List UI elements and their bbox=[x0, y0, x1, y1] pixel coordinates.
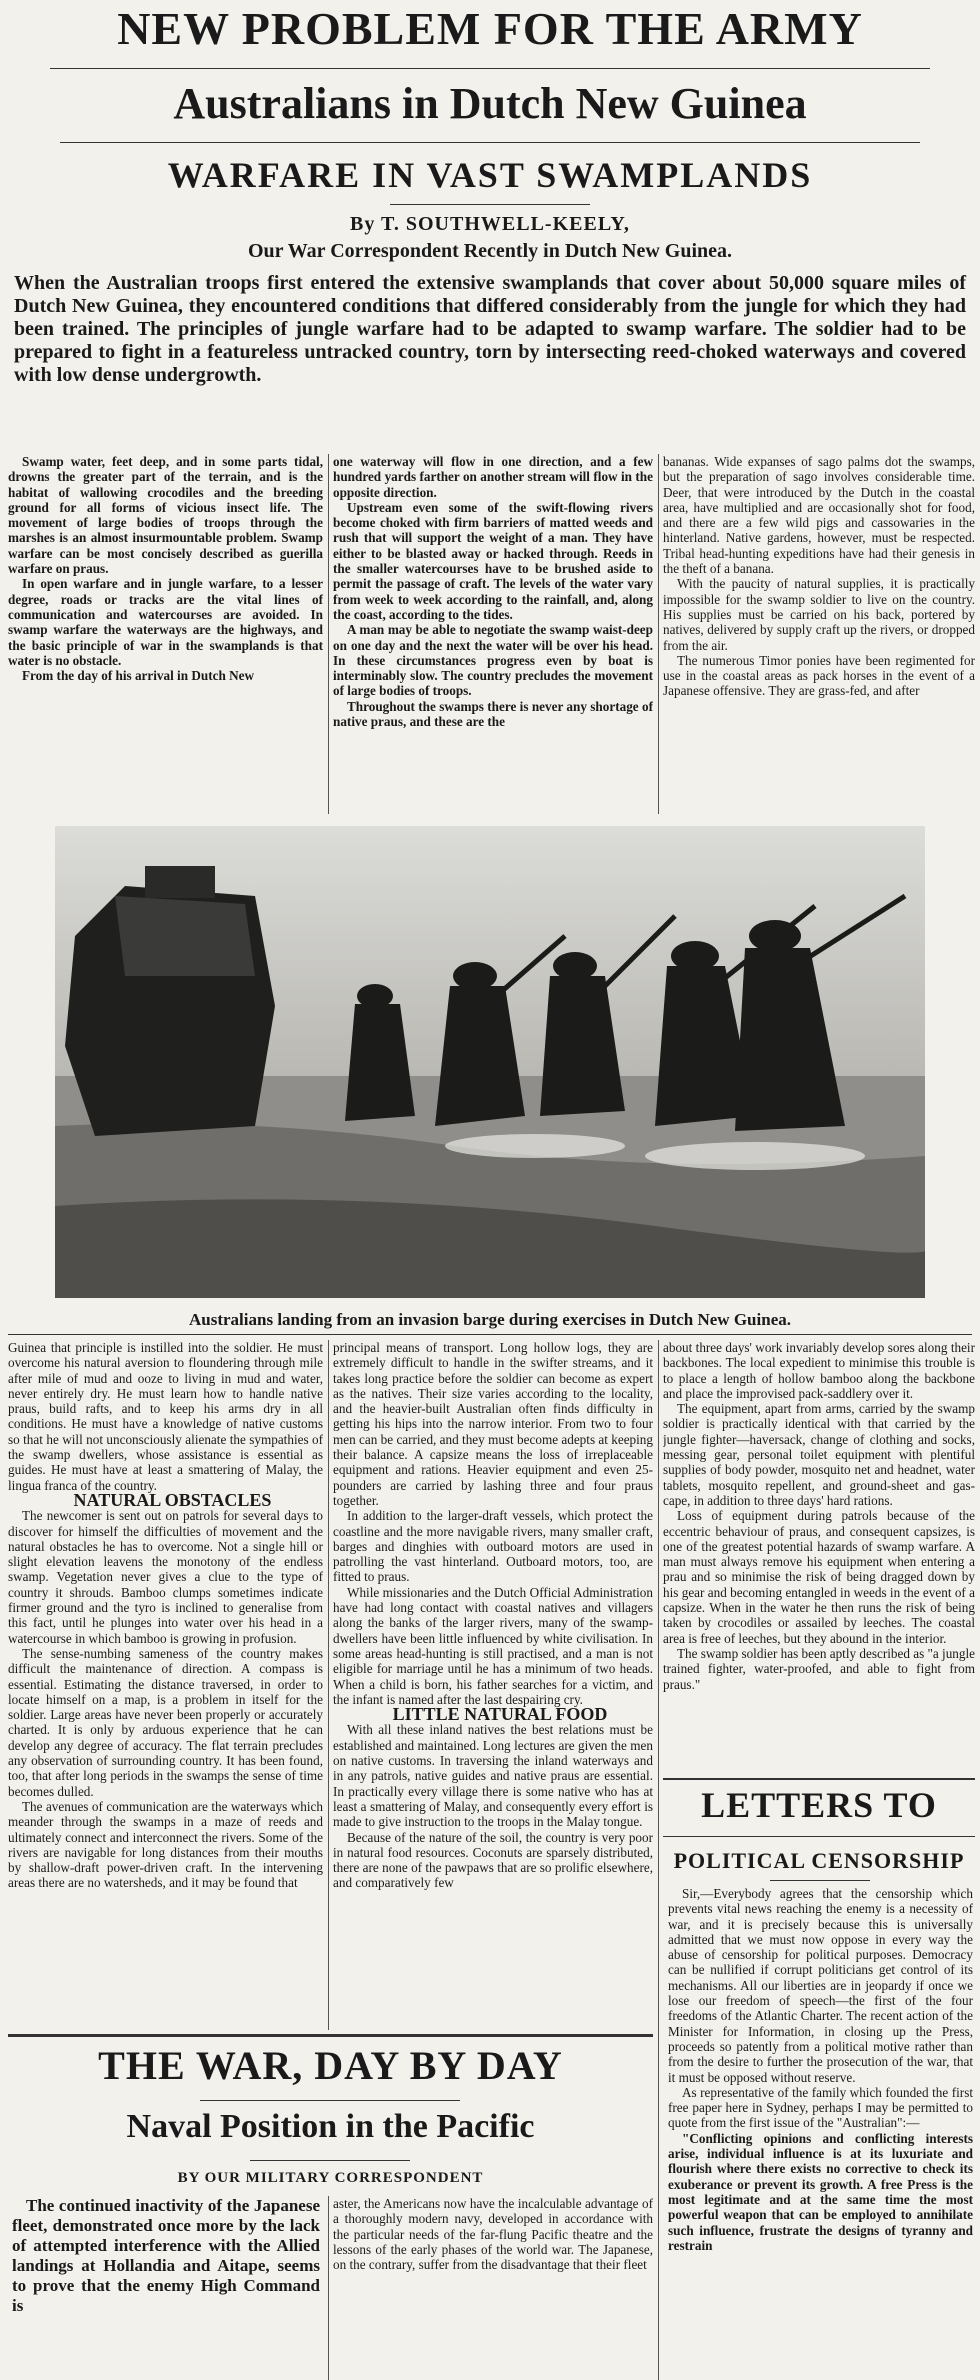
paragraph: one waterway will flow in one direction, and a few hundred yards farther on another stream will flow in the opposite direction. bbox=[333, 454, 653, 500]
paragraph: From the day of his arrival in Dutch New bbox=[22, 668, 254, 684]
paragraph: With the paucity of natural supplies, it is practically impossible for the swamp soldier to live on the country. His supplies must be carried on his back, portered by natives, delivered by supply craft up the rivers, or dropped from the air. bbox=[663, 576, 975, 653]
photo-illustration bbox=[55, 826, 925, 1298]
col1-bottom bbox=[8, 1340, 323, 2025]
letters-topic: POLITICAL CENSORSHIP bbox=[673, 1848, 965, 1873]
war-col2 bbox=[333, 2196, 653, 2380]
paragraph: The numerous Timor ponies have been regimented for use in the coastal areas as pack horses in the event of a Japanese offensive. They are grass-fed, and after bbox=[663, 652, 975, 699]
byline: By T. SOUTHWELL-KEELY, bbox=[350, 213, 630, 235]
paragraph: As representative of the family which founded the first free paper here in Sydney, perhaps I may be permitted to quote from the first issue of the "Australian":— bbox=[668, 2084, 973, 2131]
column-divider bbox=[658, 1340, 659, 2380]
paragraph: "Conflicting opinions and conflicting interests arise, individual influence is at its luxuriate and flourish where there exists no corrective to check its exuberance or prevent its growth. A free Press is the most legitimate and at the same time the most powerful weapon that can be employed to annihilate such influence, frustrate the designs of tyranny and restrain bbox=[668, 2130, 973, 2253]
paragraph: bananas. Wide expanses of sago palms dot the swamps, but the preparation of sago involves considerable time. Deer, that were introduced by the Dutch in the coastal area, have multiplied and are occasionally shot for food, and there are a few wild pigs and cassowaries in the hinterland. Native gardens, however, must be respected. Tribal head-hunting expeditions have had their genesis in the theft of a banana. bbox=[663, 454, 975, 577]
war-title: THE WAR, DAY BY DAY bbox=[98, 2043, 563, 2088]
column-divider bbox=[328, 1340, 329, 2030]
paragraph: Swamp water, feet deep, and in some parts tidal, drowns the greater part of the terrain, and is the habitat of wallowing crocodiles and the breeding ground for all forms of vicious insect life. The movement of large bodies of troops through the marshes is an almost insurmountable problem. Swamp warfare can be most concisely described as guerilla warfare on praus. bbox=[8, 454, 323, 577]
paragraph: Because of the nature of the soil, the country is very poor in natural food resources. Coconuts are sparsely distributed, there are none of the pawpaws that are so prolific elsewhere, and comparatively few bbox=[333, 1829, 653, 1891]
rule bbox=[390, 204, 590, 205]
paragraph: The newcomer is sent out on patrols for several days to discover for himself the difficulties of movement and the natural obstacles he has to overcome. Not a single hill or slight elevation leavens the monotony of the endless swamp. Vegetation never gives a clue to the type of country it shrouds. Bamboo clumps sometimes indicate firmer ground and the tyro is inclined to generalise from this fact, until he plunges into water over his head in a watercourse in which bamboo is growing in profusion. bbox=[8, 1508, 323, 1646]
rule bbox=[663, 1836, 975, 1837]
rule bbox=[770, 1880, 870, 1881]
column-divider bbox=[658, 454, 659, 814]
paragraph: about three days' work invariably develop sores along their backbones. The local expedient to minimise this trouble is to place a length of hollow bamboo along the backbone and place the improvised pack-saddlery over it. bbox=[663, 1340, 975, 1401]
paragraph: Upstream even some of the swift-flowing rivers become choked with firm barriers of matted weeds and rush that will support the weight of a man. They have either to be blasted away or hacked through. Reeds in the smaller watercourses have to be brushed aside to permit the passage of craft. The levels of the water vary from week to week according to the rainfall, and, along the coast, according to the tides. bbox=[333, 499, 653, 622]
paragraph: While missionaries and the Dutch Official Administration have had long contact with coastal natives and villagers along the banks of the larger rivers, many of the swamp-dwellers have been little influenced by white civilisation. In some areas head-hunting is still practised, and a man is not eligible for marriage until he has a minimum of two heads. When a child is born, his father searches for a victim, and the infant is named after the last despairing cry. bbox=[333, 1584, 653, 1707]
paragraph: Throughout the swamps there is never any shortage of native praus, and these are the bbox=[333, 698, 653, 730]
col2-bottom bbox=[333, 1340, 653, 2030]
correspondent: Our War Correspondent Recently in Dutch New Guinea. bbox=[247, 240, 733, 262]
war-byline: BY OUR MILITARY CORRESPONDENT bbox=[177, 2170, 484, 2186]
photo-landing-barge bbox=[55, 826, 925, 1298]
col1-top bbox=[8, 454, 323, 816]
headline: NEW PROBLEM FOR THE ARMY bbox=[117, 3, 863, 54]
paragraph: The swamp soldier has been aptly described as "a jungle trained fighter, water-proofed, and able to fight from praus." bbox=[663, 1645, 975, 1692]
rule bbox=[200, 2100, 460, 2101]
rule bbox=[50, 68, 930, 69]
paragraph: aster, the Americans now have the incalculable advantage of a thoroughly modern navy, developed in accordance with the particular needs of the far-flung Pacific theatre and the lessons of the early phases of the world war. The Japanese, on the contrary, suffer from the disadvantage that their fleet bbox=[333, 2196, 653, 2273]
rule bbox=[250, 2160, 410, 2161]
col3-bottom bbox=[663, 1340, 975, 1770]
col2-top bbox=[333, 454, 653, 816]
paragraph: With all these inland natives the best relations must be established and maintained. Long lectures are given the men on native customs. In traversing the inland waterways and in any patrols, native guides and native praus are essential. In practically every village there is some native who has at least a smattering of Malay, and consequently every effort is made to give instruction to the troops in the Malay tongue. bbox=[333, 1722, 653, 1830]
paragraph: The avenues of communication are the waterways which meander through the swamps in a maze of reeds and ultimately connect and interconnect the rivers. Some of the rivers are navigable for long distances from their mouths by shallow-draft power-driven craft. In the intervening areas there are no watersheds, and it may be found that bbox=[8, 1798, 323, 1891]
rule bbox=[663, 1778, 975, 1780]
paragraph: principal means of transport. Long hollow logs, they are extremely difficult to handle in the swifter streams, and it takes long practice before the soldier can become as expert as the natives. Their size varies according to the locality, and the heavier-built Australian often finds difficulty in getting his hips into the narrow interior. From two to four men can be carried, and they must become adepts at keeping their balance. A capsize means the loss of irreplaceable equipment and rations. Heavier equipment and even 25-pounders are carried by lashing three and four praus together. bbox=[333, 1340, 653, 1508]
paragraph: Loss of equipment during patrols because of the eccentric behaviour of praus, and consequent capsizes, is one of the greatest potential hazards of swamp warfare. A man must always remove his equipment when entering a prau and so minimise the risk of being dragged down by his gear and becoming entangled in weeds in the event of a capsize. When in the water he then runs the risk of being taken by crocodiles or assailed by leeches. The coastal area is free of leeches, but they abound in the interior. bbox=[663, 1508, 975, 1646]
paragraph: The sense-numbing sameness of the country makes difficult the maintenance of direction. A compass is essential. Estimating the distance traversed, in order to locate himself on a map, is a problem in itself for the soldier. Large areas have never been properly or accurately charted. It is only by arduous experience that he can develop any degree of accuracy. The flat terrain precludes any observation of surrounding country. It has been found, too, that after long periods in the swamps the sense of time becomes dulled. bbox=[8, 1645, 323, 1799]
paragraph: In open warfare and in jungle warfare, to a lesser degree, roads or tracks are the vital lines of communication and watercourses are avoided. In swamp warfare the waterways are the highways, and the basic principle of war in the swamplands is that water is no obstacle. bbox=[8, 576, 323, 668]
war-subtitle: Naval Position in the Pacific bbox=[126, 2108, 535, 2145]
paragraph: A man may be able to negotiate the swamp waist-deep on one day and the next the water will be over his head. In these circumstances progress even by boat is interminably slow. The country precludes the movement of large bodies of troops. bbox=[333, 622, 653, 699]
intro-paragraph: When the Australian troops first entered the extensive swamplands that cover about 50,000 square miles of Dutch New Guinea, they encountered conditions that differed considerably from the jungle for which they had been trained. The principles of jungle warfare had to be adapted to swamp warfare. The soldier had to be prepared to fight in a featureless untracked country, torn by intersecting reed-choked waterways and covered with low dense undergrowth. bbox=[14, 272, 966, 386]
subheading-natural-obstacles: NATURAL OBSTACLES bbox=[73, 1489, 272, 1510]
col3-top bbox=[663, 454, 975, 816]
subheadline: Australians in Dutch New Guinea bbox=[173, 79, 807, 128]
letters-title: LETTERS TO bbox=[701, 1785, 937, 1825]
paragraph: Guinea that principle is instilled into the soldier. He must overcome his natural aversion to floundering through mile after mile of mud and ooze to living in mud and water, never entirely dry. He must learn how to handle native praus, build rafts, and to keep his arms dry in all conditions. He must have a knowledge of native customs so that he will not unconsciously alienate the sympathies of the swamp dwellers, whose assistance is essential as guides. He must have at least a smattering of Malay, the lingua franca of the country. bbox=[8, 1340, 323, 1493]
subheading-little-natural-food: LITTLE NATURAL FOOD bbox=[392, 1704, 608, 1725]
paragraph: The continued inactivity of the Japanese fleet, demonstrated once more by the lack of attempted interference with the Allied landings at Hollandia and Aitape, seems to prove that the enemy High Command is bbox=[12, 2196, 320, 2315]
rule bbox=[60, 142, 920, 143]
deck: WARFARE IN VAST SWAMPLANDS bbox=[167, 155, 813, 195]
column-divider bbox=[328, 454, 329, 814]
paragraph: Sir,—Everybody agrees that the censorship which prevents vital news reaching the enemy is a necessity of war, and it is precisely because this is universally admitted that we must now oppose in every way the abuse of censorship for political purposes. Democracy can be nullified if corrupt politicians get control of its mechanisms. All our liberties are in jeopardy if once we lose our freedom of speech—the first of the four freedoms of the Atlantic Charter. The recent action of the Minister for Information, in closing up the Press, proceeds so patently from a political motive rather than from the desire to further the prosecution of the war, that it must be opposed without reserve. bbox=[668, 1886, 973, 2085]
letters-body bbox=[668, 1886, 973, 2380]
rule bbox=[8, 1334, 972, 1335]
photo-caption: Australians landing from an invasion barge during exercises in Dutch New Guinea. bbox=[189, 1310, 791, 1329]
rule bbox=[8, 2034, 653, 2037]
column-divider bbox=[328, 2196, 329, 2380]
paragraph: The equipment, apart from arms, carried by the swamp soldier is practically identical with that carried by the jungle fighter—haversack, change of clothing and socks, messing gear, personal toilet equipment with plentiful supplies of body powder, mosquito net and headnet, water tablets, mosquito repellent, and ground-sheet and gas-cape, in addition to three days' hard rations. bbox=[663, 1401, 975, 1508]
paragraph: In addition to the larger-draft vessels, which protect the coastline and the more navigable rivers, many smaller craft, barges and dinghies with outboard motors are used in patrolling the vast hinterland. Outboard motors, too, are fitted to praus. bbox=[333, 1508, 653, 1585]
war-col1 bbox=[12, 2196, 320, 2380]
